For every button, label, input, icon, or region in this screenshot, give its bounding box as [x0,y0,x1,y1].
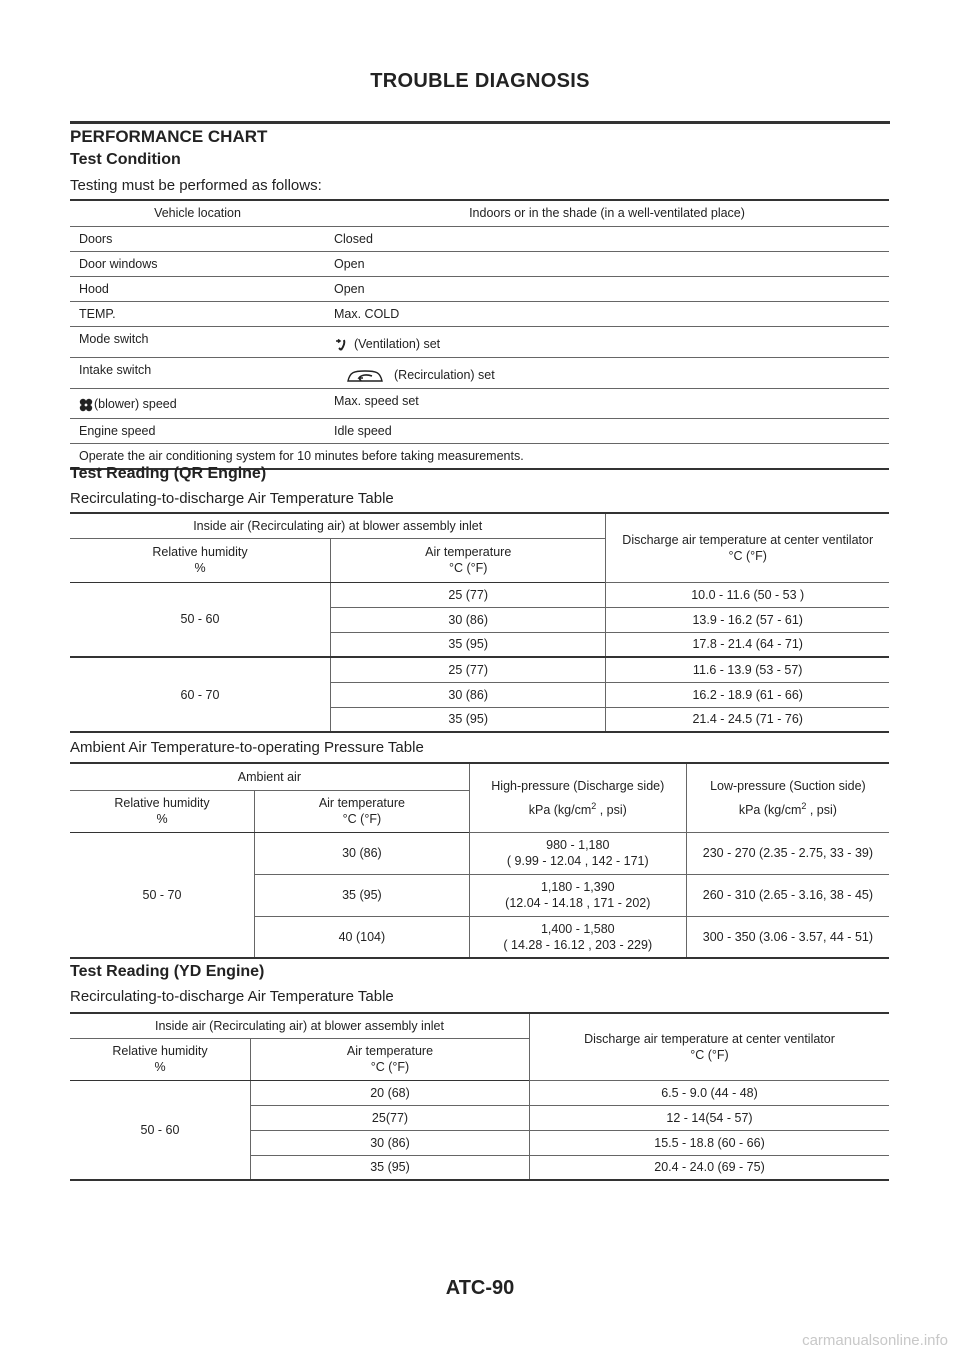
condition-value: (Recirculation) set [394,368,495,383]
discharge-cell: 11.6 - 13.9 (53 - 57) [606,657,889,682]
low-pressure-header [686,763,889,832]
air-temp-cell: 35 (95) [331,707,606,732]
condition-value: Indoors or in the shade (in a well-ventilated place) [325,200,889,226]
discharge-cell: 13.9 - 16.2 (57 - 61) [606,607,889,632]
condition-value: Open [325,251,889,276]
inside-air-header: Inside air (Recirculating air) at blower assembly inlet [70,513,606,538]
air-temp-cell: 35 (95) [255,874,470,916]
page-header-title: TROUBLE DIAGNOSIS [370,70,590,92]
humidity-header-label: Relative humidity [114,796,210,810]
humidity-header [70,790,255,832]
table-row [70,582,889,607]
air-temp-cell: 40 (104) [255,916,470,958]
humidity-header-unit: % [154,1060,166,1074]
humidity-cell: 60 - 70 [70,657,331,732]
high-pressure-kpa: 1,400 - 1,580 [540,921,615,936]
condition-key: Doors [70,226,325,251]
condition-value: Closed [325,226,889,251]
table-header-row [70,763,889,790]
air-temp-cell: 30 (86) [255,832,470,874]
qr-subtitle: Recirculating-to-discharge Air Temperature Table [70,490,394,507]
discharge-header [606,513,889,582]
condition-key: Engine speed [70,418,325,443]
air-temp-cell: 35 (95) [331,632,606,657]
condition-note: Operate the air conditioning system for 10 minutes before taking measurements. [70,443,889,469]
humidity-header-label: Relative humidity [152,545,248,559]
inside-air-header: Inside air (Recirculating air) at blower assembly inlet [70,1013,529,1038]
discharge-cell: 15.5 - 18.8 (60 - 66) [529,1130,889,1155]
high-pressure-cell [469,874,686,916]
discharge-header-unit: °C (°F) [690,1047,729,1062]
condition-value: Open [325,276,889,301]
humidity-header-label: Relative humidity [112,1044,208,1058]
air-temp-header [331,538,606,582]
ventilation-mode-icon [334,338,348,352]
high-pressure-cell [469,916,686,958]
fan-icon [79,398,93,412]
low-pressure-unit: kPa ($kg/cm^2$ , psi) [738,800,837,817]
discharge-cell: 6.5 - 9.0 (44 - 48) [529,1080,889,1105]
qr-temperature-table [70,512,889,733]
high-pressure-alt: ( 14.28 - 16.12 , 203 - 229) [503,937,653,952]
discharge-cell: 20.4 - 24.0 (69 - 75) [529,1155,889,1180]
table-row [70,226,889,251]
air-temp-cell: 35 (95) [251,1155,530,1180]
air-temp-cell: 30 (86) [331,607,606,632]
discharge-header-label: Discharge air temperature at center ventilator [622,532,874,547]
table-row [70,276,889,301]
table-row [70,388,889,418]
humidity-header-unit: % [194,561,206,575]
table-row [70,301,889,326]
table-row [70,1080,889,1105]
low-pressure-cell: 300 - 350 (3.06 - 3.57, 44 - 51) [686,916,889,958]
discharge-cell: 16.2 - 18.9 (61 - 66) [606,682,889,707]
test-condition-intro: Testing must be performed as follows: [70,177,322,194]
air-temp-header-label: Air temperature [346,1044,434,1058]
low-pressure-cell: 230 - 270 (2.35 - 2.75, 33 - 39) [686,832,889,874]
discharge-cell: 21.4 - 24.5 (71 - 76) [606,707,889,732]
discharge-cell: 12 - 14(54 - 57) [529,1105,889,1130]
humidity-header-unit: % [156,812,168,826]
high-pressure-kpa: 980 - 1,180 [546,838,610,852]
condition-key: Hood [70,276,325,301]
high-pressure-cell [469,832,686,874]
qr-title: Test Reading (QR Engine) [70,465,267,482]
test-condition-table [70,199,889,470]
high-pressure-unit: kPa ($kg/cm^2$ , psi) [528,800,627,817]
table-header-row [70,1013,889,1038]
yd-subtitle: Recirculating-to-discharge Air Temperature Table [70,988,394,1005]
pressure-title: Ambient Air Temperature-to-operating Pressure Table [70,739,424,756]
condition-key: Intake switch [70,357,325,388]
high-pressure-kpa: 1,180 - 1,390 [540,880,615,894]
discharge-header [529,1013,889,1080]
table-row [70,657,889,682]
header-rule [70,121,890,124]
air-temp-header [251,1038,530,1080]
table-row [70,832,889,874]
condition-value: Max. COLD [325,301,889,326]
air-temp-cell: 30 (86) [251,1130,530,1155]
air-temp-cell: 30 (86) [331,682,606,707]
low-pressure-label: Low-pressure (Suction side) [710,778,866,793]
high-pressure-header [469,763,686,832]
high-pressure-label: High-pressure (Discharge side) [491,778,665,793]
test-condition-title: Test Condition [70,151,181,168]
air-temp-cell: 25 (77) [331,657,606,682]
high-pressure-alt: (12.04 - 14.18 , 171 - 202) [505,896,651,910]
air-temp-header-unit: °C (°F) [342,812,382,826]
condition-value: (Ventilation) set [354,337,441,352]
condition-key: (blower) speed [94,397,177,412]
air-temp-header [255,790,470,832]
condition-key: Door windows [70,251,325,276]
section-title: PERFORMANCE CHART [70,127,268,146]
yd-title: Test Reading (YD Engine) [70,963,265,980]
table-row [70,326,889,357]
humidity-header [70,1038,251,1080]
discharge-header-label: Discharge air temperature at center ventilator [584,1031,835,1046]
air-temp-cell: 25 (77) [331,582,606,607]
humidity-cell: 50 - 60 [70,1080,251,1180]
air-temp-header-label: Air temperature [425,545,512,559]
humidity-cell: 50 - 60 [70,582,331,657]
table-row [70,357,889,388]
air-temp-header-unit: °C (°F) [370,1060,410,1074]
air-temp-cell: 25(77) [251,1105,530,1130]
discharge-header-unit: °C (°F) [728,548,767,563]
humidity-header [70,538,331,582]
yd-temperature-table [70,1012,889,1181]
condition-value: Max. speed set [325,388,889,418]
condition-key: Vehicle location [70,200,325,226]
condition-key: TEMP. [70,301,325,326]
discharge-cell: 17.8 - 21.4 (64 - 71) [606,632,889,657]
low-pressure-cell: 260 - 310 (2.65 - 3.16, 38 - 45) [686,874,889,916]
recirculation-icon [346,369,384,383]
ambient-air-header: Ambient air [70,763,469,790]
pressure-table [70,762,889,959]
humidity-cell: 50 - 70 [70,832,255,958]
table-row [70,251,889,276]
air-temp-header-unit: °C (°F) [448,561,488,575]
air-temp-cell: 20 (68) [251,1080,530,1105]
table-row [70,418,889,443]
air-temp-header-label: Air temperature [318,796,405,810]
condition-key: Mode switch [70,326,325,357]
watermark: carmanualsonline.info [802,1332,948,1349]
discharge-cell: 10.0 - 11.6 (50 - 53 ) [606,582,889,607]
table-row [70,200,889,226]
table-header-row [70,513,889,538]
high-pressure-alt: ( 9.99 - 12.04 , 142 - 171) [506,854,649,868]
condition-value: Idle speed [325,418,889,443]
page-code: ATC-90 [445,1277,515,1299]
